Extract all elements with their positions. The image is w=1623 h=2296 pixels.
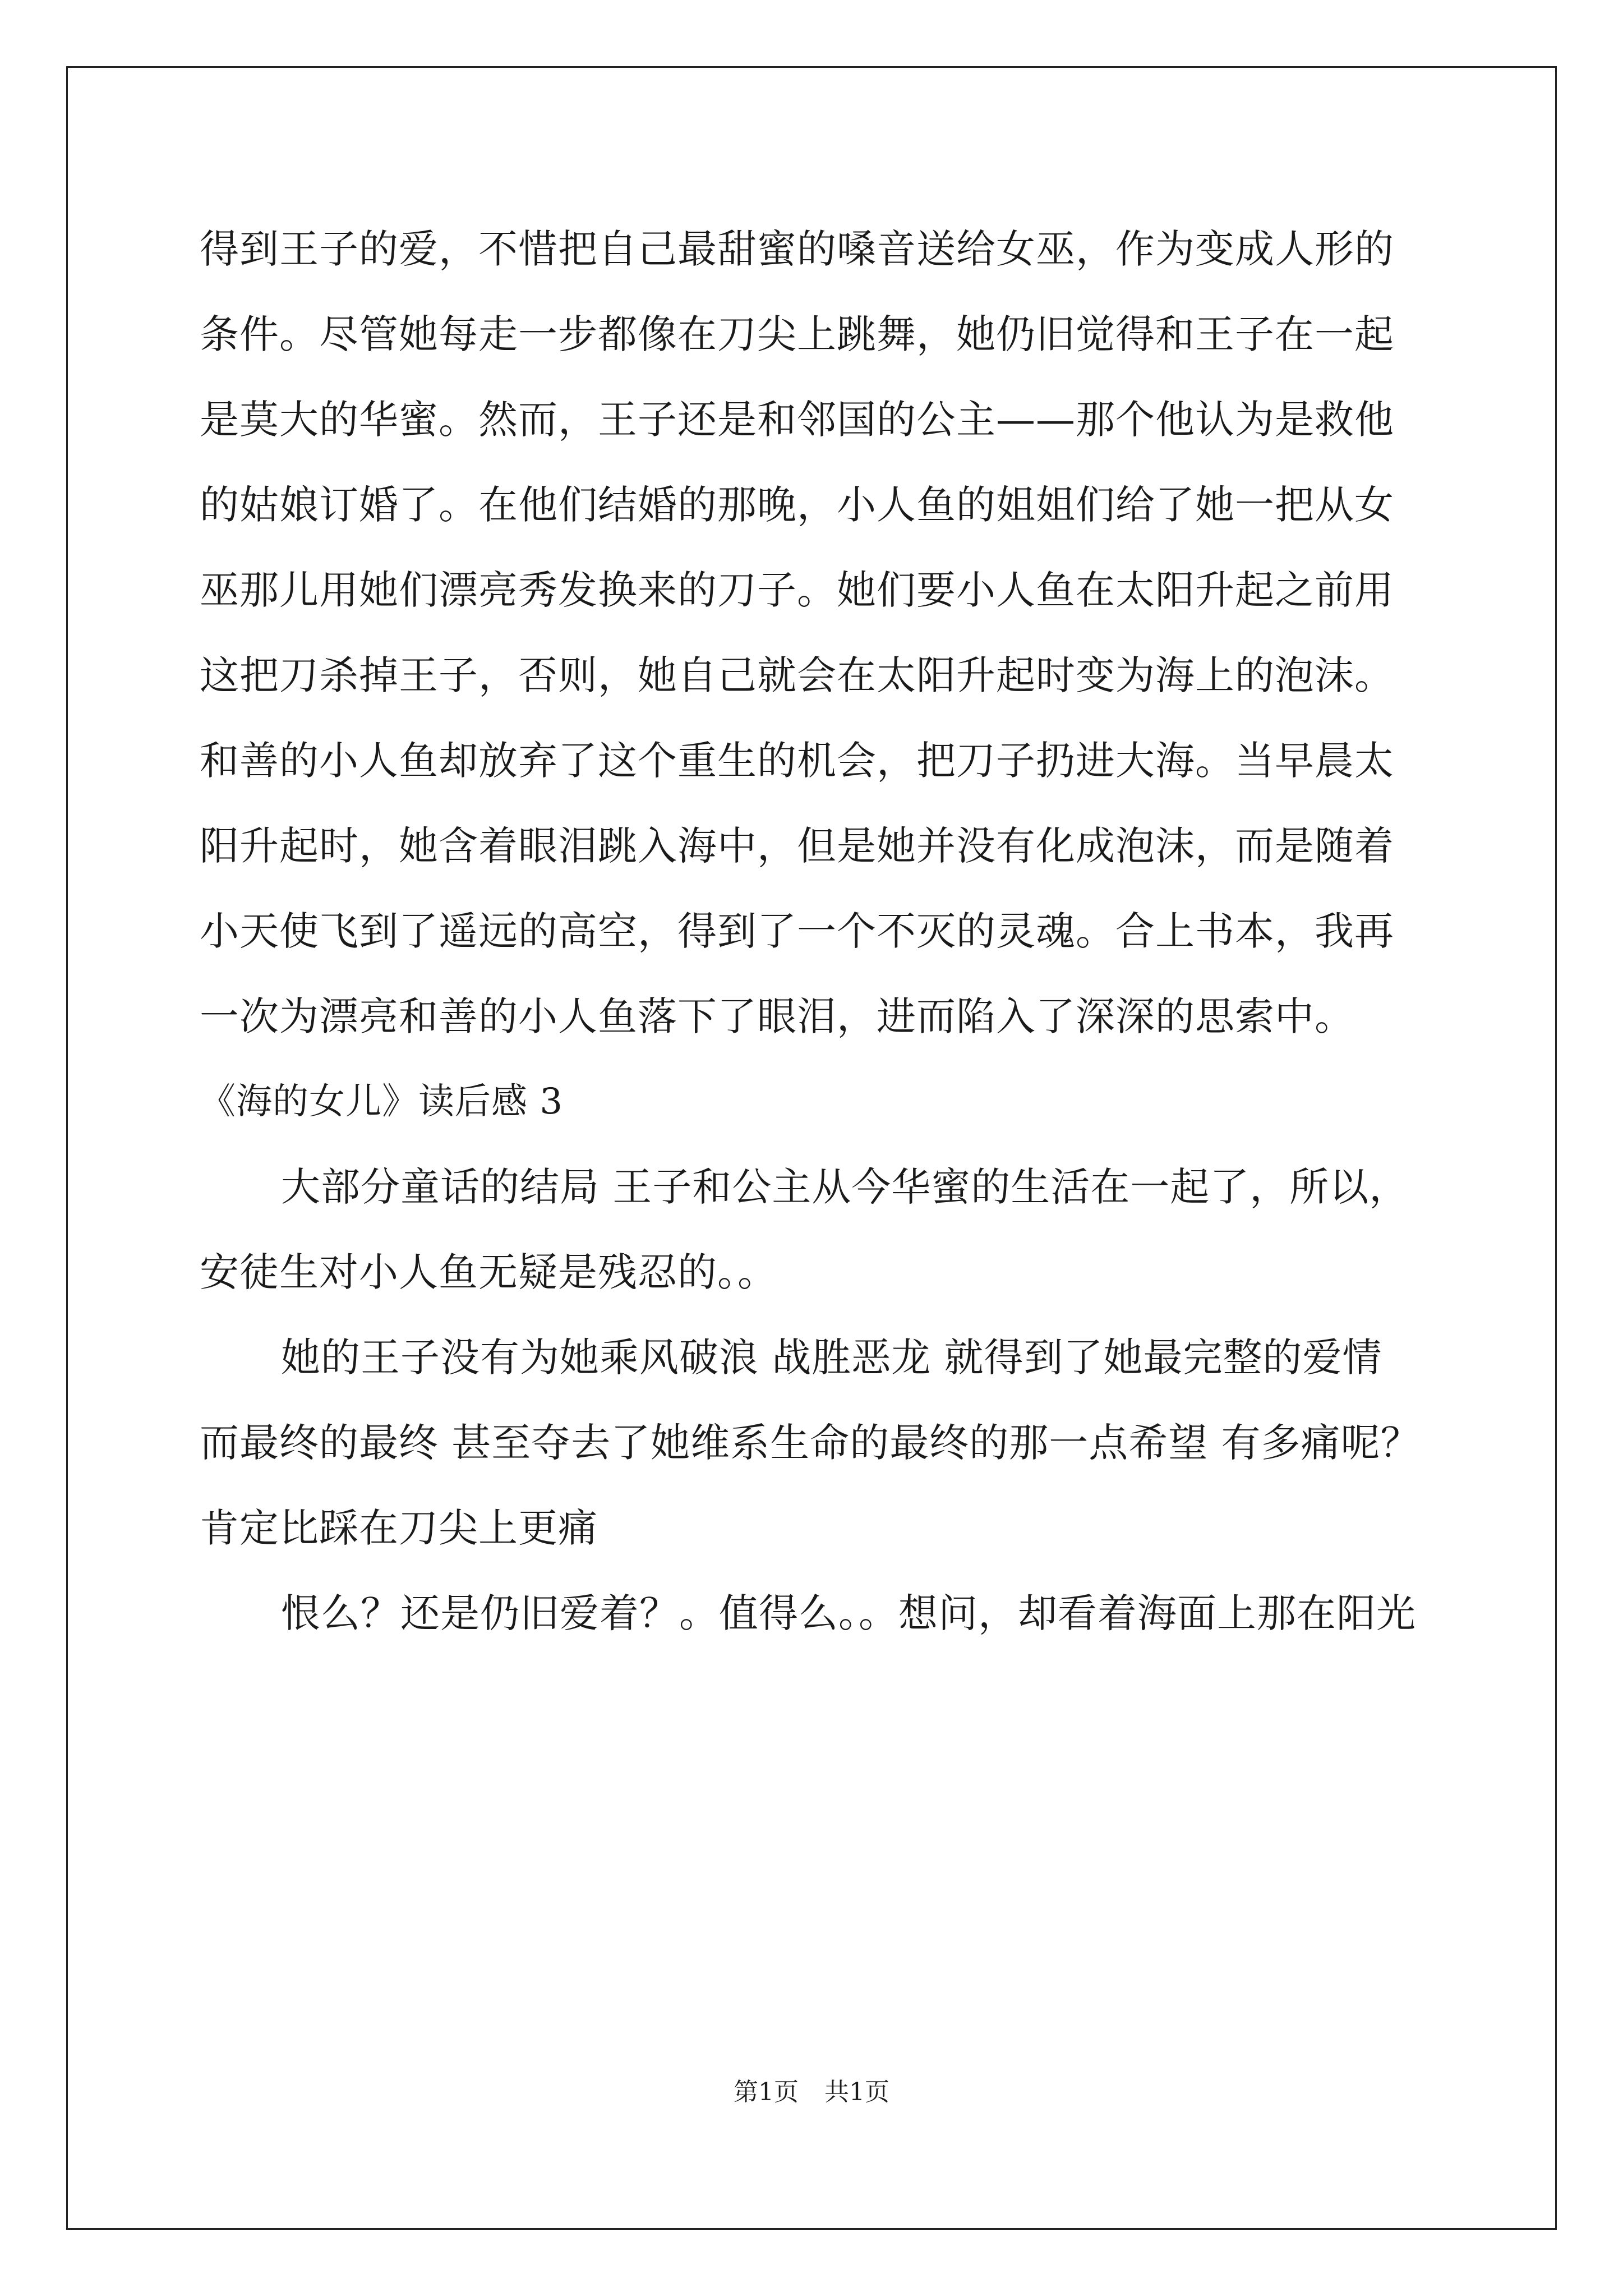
body-line: 得到王子的爱，不惜把自己最甜蜜的嗓音送给女巫，作为变成人形的 xyxy=(200,226,1394,272)
section-heading: 《海的女儿》读后感 3 xyxy=(200,1081,564,1122)
body-line: 的姑娘订婚了。在他们结婚的那晚，小人鱼的姐姐们给了她一把从女 xyxy=(200,482,1394,528)
body-line: 阳升起时，她含着眼泪跳入海中，但是她并没有化成泡沫，而是随着 xyxy=(200,823,1394,869)
body-line: 她的王子没有为她乘风破浪 战胜恶龙 就得到了她最完整的爱情 xyxy=(281,1335,1382,1381)
body-line: 而最终的最终 甚至夺去了她维系生命的最终的那一点希望 有多痛呢？ xyxy=(200,1420,1421,1466)
body-line: 恨么？还是仍旧爱着？。值得么。。想问，却看着海面上那在阳光 xyxy=(281,1590,1416,1636)
body-line: 一次为漂亮和善的小人鱼落下了眼泪，进而陷入了深深的思索中。 xyxy=(200,993,1354,1039)
page-number: 第1页 xyxy=(734,2078,799,2106)
body-line: 小天使飞到了遥远的高空，得到了一个不灭的灵魂。合上书本，我再 xyxy=(200,908,1394,954)
page-footer xyxy=(0,2076,1623,2109)
body-line: 肯定比踩在刀尖上更痛 xyxy=(200,1505,598,1551)
page-total: 共1页 xyxy=(824,2078,889,2106)
document-body xyxy=(200,219,1495,1668)
body-line: 条件。尽管她每走一步都像在刀尖上跳舞，她仍旧觉得和王子在一起 xyxy=(200,311,1394,357)
body-line: 大部分童话的结局 王子和公主从今华蜜的生活在一起了，所以， xyxy=(281,1164,1409,1210)
body-line: 这把刀杀掉王子，否则，她自己就会在太阳升起时变为海上的泡沫。 xyxy=(200,652,1394,698)
body-line: 和善的小人鱼却放弃了这个重生的机会，把刀子扔进大海。当早晨太 xyxy=(200,738,1394,784)
body-line: 安徒生对小人鱼无疑是残忍的。。 xyxy=(200,1249,777,1295)
body-line: 巫那儿用她们漂亮秀发换来的刀子。她们要小人鱼在太阳升起之前用 xyxy=(200,567,1394,613)
body-line: 是莫大的华蜜。然而，王子还是和邻国的公主——那个他认为是救他 xyxy=(200,397,1394,443)
